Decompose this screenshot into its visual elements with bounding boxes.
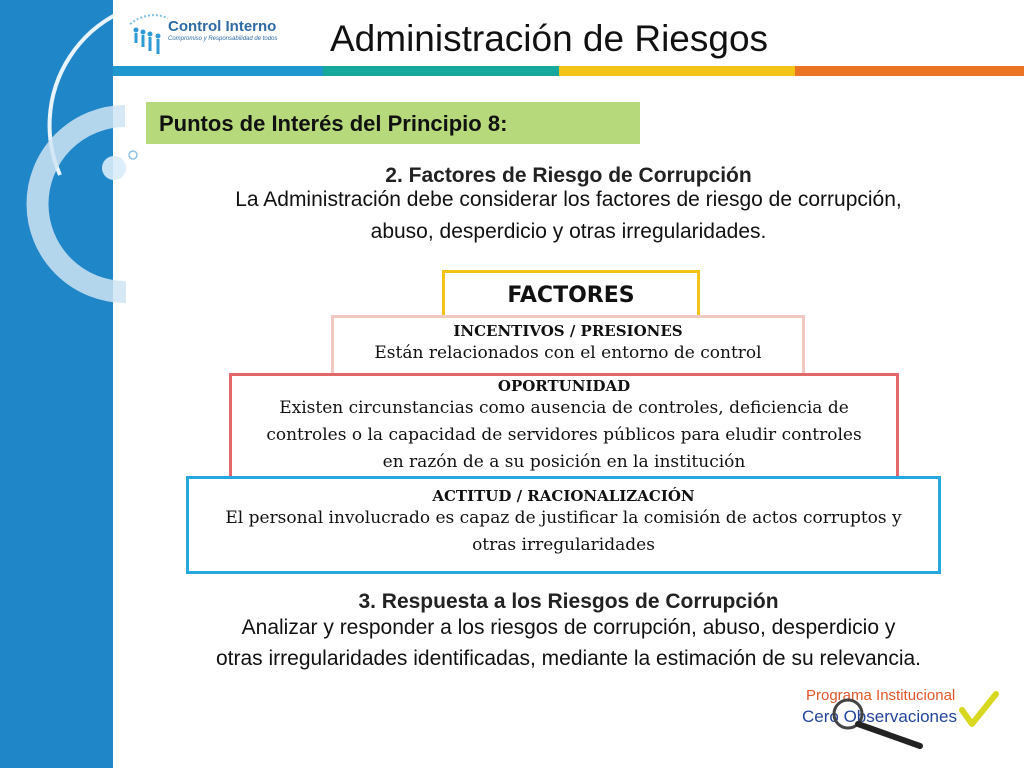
actitud-box xyxy=(186,476,941,574)
principle-tag-label: Puntos de Interés del Principio 8: xyxy=(159,111,508,136)
oportunidad-box xyxy=(229,373,899,481)
section-2-body-line-2: abuso, desperdicio y otras irregularidades. xyxy=(370,220,767,243)
actitud-line-1: El personal involucrado es capaz de justificar la comisión de actos corruptos y xyxy=(225,508,902,528)
oportunidad-title: OPORTUNIDAD xyxy=(497,377,631,395)
section-3-body-line-1: Analizar y responder a los riesgos de corrupción, abuso, desperdicio y xyxy=(241,616,896,639)
actitud-title: ACTITUD / RACIONALIZACIÓN xyxy=(432,487,695,505)
footer-logo-line-2: Cero Observaciones xyxy=(802,707,957,726)
oportunidad-line-2: controles o la capacidad de servidores públicos para eludir controles xyxy=(266,425,862,445)
section-3 xyxy=(113,590,1024,674)
logo-subtitle: Compromiso y Responsabilidad de todos xyxy=(168,36,278,42)
oportunidad-line-1: Existen circunstancias como ausencia de controles, deficiencia de xyxy=(279,398,849,418)
incentivos-title: INCENTIVOS / PRESIONES xyxy=(453,322,683,340)
incentivos-text: Están relacionados con el entorno de control xyxy=(374,343,762,363)
header-color-bar xyxy=(113,66,1024,76)
principle-tag xyxy=(146,102,640,144)
actitud-line-2: otras irregularidades xyxy=(472,535,655,555)
cero-observaciones-logo xyxy=(800,684,1020,764)
section-3-title: 3. Respuesta a los Riesgos de Corrupción xyxy=(358,590,779,613)
logo-text: Control Interno xyxy=(168,18,277,35)
section-2-body-line-1: La Administración debe considerar los factores de riesgo de corrupción, xyxy=(235,188,902,211)
section-2 xyxy=(113,164,1024,248)
oportunidad-line-3: en razón de a su posición en la institución xyxy=(382,452,746,472)
page-title: Administración de Riesgos xyxy=(330,18,769,59)
incentivos-box xyxy=(331,315,805,379)
section-3-body-line-2: otras irregularidades identificadas, mediante la estimación de su relevancia. xyxy=(215,647,922,670)
footer-logo-line-1: Programa Institucional xyxy=(806,687,956,704)
section-2-title: 2. Factores de Riesgo de Corrupción xyxy=(385,164,752,187)
factores-label: FACTORES xyxy=(507,283,635,308)
